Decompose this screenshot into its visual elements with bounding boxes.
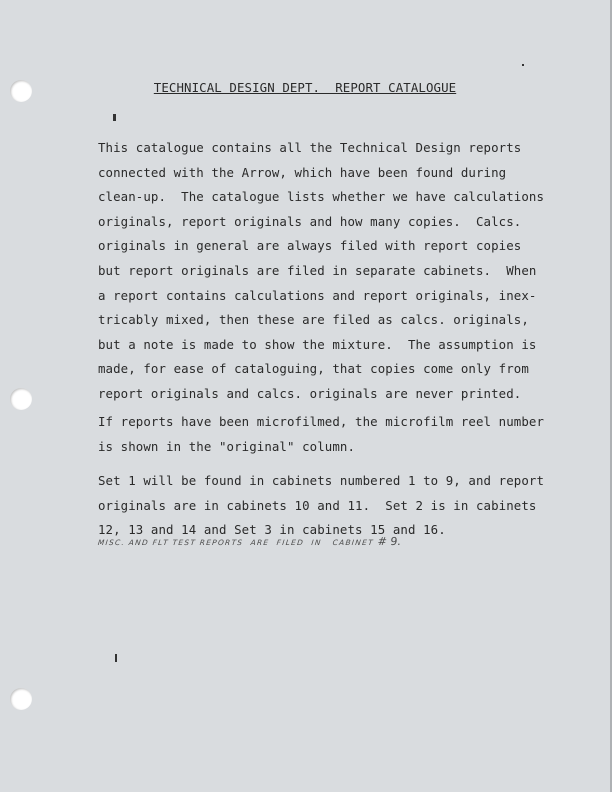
stray-mark xyxy=(522,64,524,66)
text-line: made, for ease of cataloguing, that copies come only from xyxy=(98,361,529,377)
paragraph-sets xyxy=(98,469,545,543)
punch-hole-bottom xyxy=(10,688,32,710)
handwritten-cabinet-number: # 9. xyxy=(376,535,402,548)
handwritten-note-text: MISC. AND FLT TEST REPORTS ARE FILED IN CABINET xyxy=(97,538,379,547)
text-line: is shown in the "original" column. xyxy=(98,438,356,454)
stray-mark xyxy=(115,654,117,662)
text-line: report originals and calcs. originals are never printed. xyxy=(98,385,522,401)
text-line: If reports have been microfilmed, the microfilm reel number xyxy=(98,414,545,429)
handwritten-note xyxy=(97,535,401,548)
text-line: originals, report originals and how many copies. Calcs. xyxy=(98,213,522,229)
text-line: a report contains calculations and report originals, inex- xyxy=(98,287,537,303)
text-line: connected with the Arrow, which have been found during xyxy=(98,164,507,180)
text-line: tricably mixed, then these are filed as calcs. originals, xyxy=(98,312,529,328)
text-line: but a note is made to show the mixture. The assumption is xyxy=(98,336,537,352)
paragraph-microfilm xyxy=(98,410,545,459)
stray-mark xyxy=(113,114,116,121)
text-line: This catalogue contains all the Technical Design reports xyxy=(98,140,522,155)
paragraph-intro xyxy=(98,136,545,407)
text-line: originals are in cabinets 10 and 11. Set 2 is in cabinets xyxy=(98,497,537,513)
text-line: but report originals are filed in separate cabinets. When xyxy=(98,262,537,278)
document-title: TECHNICAL DESIGN DEPT. REPORT CATALOGUE xyxy=(153,80,457,95)
text-line: originals in general are always filed with report copies xyxy=(98,238,522,254)
text-line: clean-up. The catalogue lists whether we have calculations xyxy=(98,189,545,205)
text-line: 12, 13 and 14 and Set 3 in cabinets 15 and 16. xyxy=(98,522,446,538)
text-line: Set 1 will be found in cabinets numbered 1 to 9, and report xyxy=(98,473,545,488)
punch-hole-middle xyxy=(10,388,32,410)
